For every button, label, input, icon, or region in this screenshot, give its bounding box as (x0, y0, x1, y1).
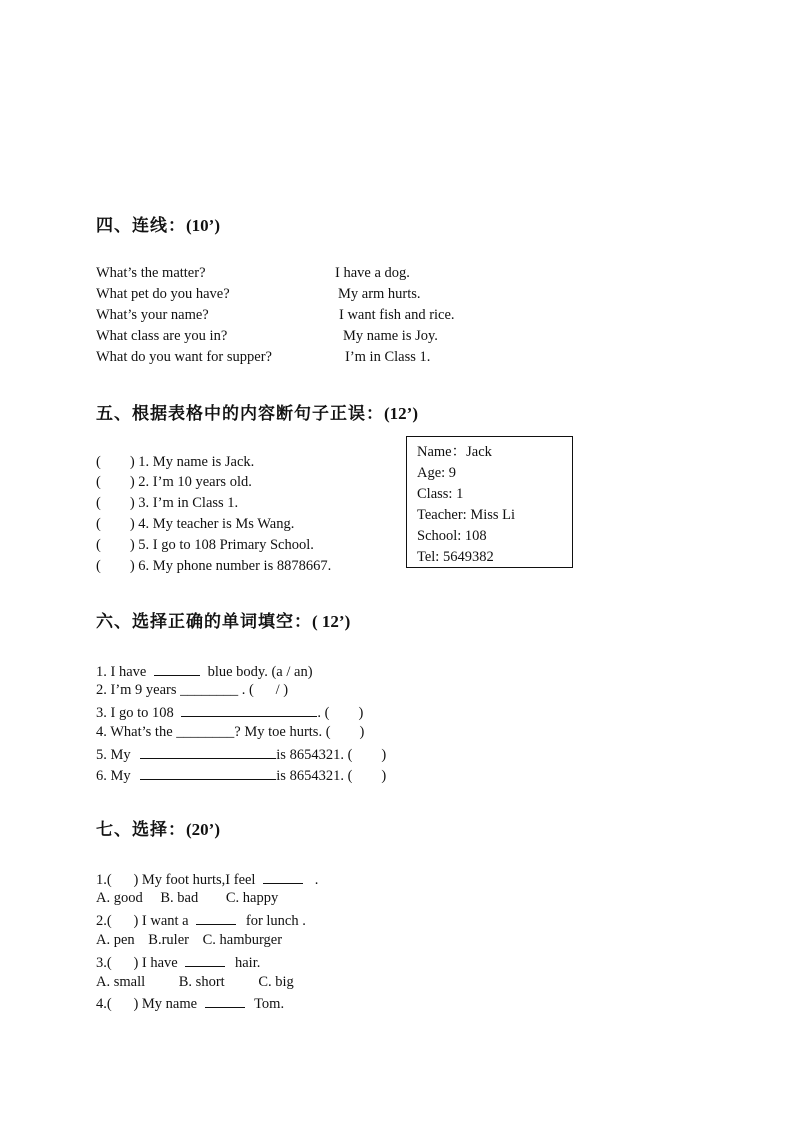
choice-q3-options (96, 973, 294, 991)
judge-paren[interactable]: ( ) (96, 474, 135, 490)
section-6-heading (96, 607, 350, 632)
fill-q1-end: blue body. (a / an) (207, 664, 313, 680)
info-age: Age: 9 (417, 465, 457, 481)
info-tel: Tel: 5649382 (417, 549, 494, 565)
judge-item-1 (96, 453, 254, 471)
judge-paren[interactable]: ( ) (96, 537, 135, 553)
choice-q3-stem: 3.( ) I have (96, 955, 178, 971)
fill-q5-blank[interactable] (140, 744, 276, 759)
choice-q2-option-c[interactable]: C. hamburger (202, 932, 283, 948)
choice-q1-blank[interactable] (263, 869, 303, 884)
choice-q3-option-a[interactable]: A. small (96, 974, 146, 990)
choice-q1-option-c[interactable]: C. happy (225, 890, 279, 906)
choice-q2-options (96, 931, 282, 949)
judge-text: 4. My teacher is Ms Wang. (138, 516, 295, 532)
choice-q1-option-b[interactable]: B. bad (160, 890, 199, 906)
info-teacher: Teacher: Miss Li (417, 507, 516, 523)
section-6-title: 六、选择正确的单词填空： (96, 612, 312, 632)
judge-item-6 (96, 557, 331, 575)
section-5-title: 五、根据表格中的内容断句子正误： (96, 404, 384, 424)
choice-q3-option-c[interactable]: C. big (258, 974, 294, 990)
section-7-score: (20’) (186, 820, 220, 839)
judge-item-5 (96, 536, 314, 554)
info-card (406, 436, 573, 568)
fill-q6-end: is 8654321. ( ) (276, 768, 387, 784)
choice-q2-option-a[interactable]: A. pen (96, 932, 135, 948)
match-right-2: My arm hurts. (338, 286, 421, 302)
info-school: School: 108 (417, 528, 487, 544)
judge-paren[interactable]: ( ) (96, 495, 135, 511)
judge-text: 5. I go to 108 Primary School. (138, 537, 314, 553)
section-7-heading (96, 815, 220, 840)
choice-q3-blank[interactable] (185, 952, 225, 967)
match-right-5: I’m in Class 1. (345, 349, 431, 365)
choice-q1-end: . (314, 872, 319, 888)
choice-q1-options (96, 889, 278, 907)
judge-paren[interactable]: ( ) (96, 558, 135, 574)
fill-q3-start: 3. I go to 108 (96, 705, 174, 721)
info-class: Class: 1 (417, 486, 464, 502)
fill-q3-blank[interactable] (181, 702, 317, 717)
judge-text: 1. My name is Jack. (138, 454, 255, 470)
choice-q1-option-a[interactable]: A. good (96, 890, 143, 906)
section-5-score: (12’) (384, 404, 418, 423)
fill-q5-start: 5. My (96, 747, 131, 763)
choice-q3 (96, 952, 260, 972)
judge-item-2 (96, 473, 252, 491)
fill-q5-end: is 8654321. ( ) (276, 747, 387, 763)
choice-q1 (96, 869, 318, 889)
choice-q1-stem: 1.( ) My foot hurts,I feel (96, 872, 256, 888)
choice-q4-blank[interactable] (205, 993, 245, 1008)
match-left-2: What pet do you have? (96, 286, 230, 302)
match-left-3: What’s your name? (96, 307, 209, 323)
fill-q6-start: 6. My (96, 768, 131, 784)
fill-q5 (96, 744, 386, 764)
section-7-title: 七、选择： (96, 820, 186, 840)
choice-q2-stem: 2.( ) I want a (96, 913, 189, 929)
choice-q4 (96, 993, 284, 1013)
judge-paren[interactable]: ( ) (96, 516, 135, 532)
choice-q2-end: for lunch . (245, 913, 306, 929)
fill-q1-start: 1. I have (96, 664, 147, 680)
fill-q3 (96, 702, 363, 722)
judge-text: 3. I’m in Class 1. (138, 495, 239, 511)
choice-q4-stem: 4.( ) My name (96, 996, 198, 1012)
match-right-3: I want fish and rice. (339, 307, 455, 323)
fill-q2: 2. I’m 9 years ________ . ( / ) (96, 682, 289, 698)
choice-q3-option-b[interactable]: B. short (178, 974, 225, 990)
fill-q6-blank[interactable] (140, 765, 276, 780)
fill-q6 (96, 765, 386, 785)
fill-q1-blank[interactable] (154, 661, 200, 676)
fill-q3-end: . ( ) (317, 705, 364, 721)
section-5-heading (96, 399, 418, 424)
judge-item-3 (96, 494, 238, 512)
judge-text: 6. My phone number is 8878667. (138, 558, 332, 574)
judge-item-4 (96, 515, 294, 533)
choice-q2-blank[interactable] (196, 910, 236, 925)
match-left-4: What class are you in? (96, 328, 228, 344)
choice-q3-end: hair. (234, 955, 261, 971)
choice-q2 (96, 910, 306, 930)
choice-q4-end: Tom. (254, 996, 285, 1012)
fill-q4: 4. What’s the ________? My toe hurts. ( ) (96, 724, 365, 740)
section-4-heading (96, 211, 220, 236)
fill-q1 (96, 661, 313, 681)
match-left-5: What do you want for supper? (96, 349, 272, 365)
section-4-score: (10’) (186, 216, 220, 235)
match-left-1: What’s the matter? (96, 265, 206, 281)
section-4-title: 四、连线： (96, 216, 186, 236)
judge-text: 2. I’m 10 years old. (138, 474, 252, 490)
choice-q2-option-b[interactable]: B.ruler (148, 932, 189, 948)
judge-paren[interactable]: ( ) (96, 454, 135, 470)
match-right-1: I have a dog. (335, 265, 410, 281)
section-6-score: ( 12’) (312, 612, 351, 631)
match-right-4: My name is Joy. (343, 328, 438, 344)
info-name: Name：Jack (417, 444, 492, 460)
